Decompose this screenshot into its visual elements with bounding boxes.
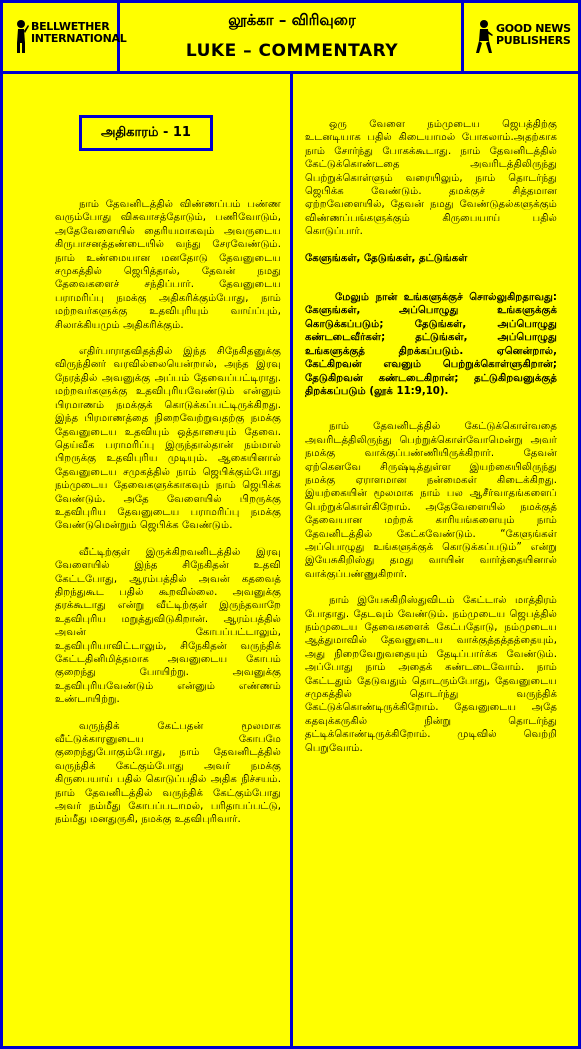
left-paragraph: நாம் தேவனிடத்தில் விண்ணப்பம் பண்ண வரும்போது விசுவாசத்தோடும், பணிவோடும், அதேவேளையில் தைரியமாகவும் அவருடைய கிருபாசனத்தண்டையில் வந்து சேரவேண்டும். நாம் உண்மையான மனதோடு தேவனுடைய சமுகத்தில் ஜெபித்தால், தேவன் நமது தேவைகளைச் சந்திப்பார். தேவனுடைய பராமரிப்பு நமக்கு அதிகரிக்கும்போது, நாம் மற்றவர்களுக்கு உதவிபுரியும் வாய்ப்பும், சிலாக்கியமும் அதிகரிக்கும். bbox=[55, 199, 281, 331]
column-divider bbox=[290, 71, 293, 1049]
messenger-figure-icon bbox=[474, 19, 494, 55]
bellwether-logo-text: BELLWETHER INTERNATIONAL bbox=[31, 20, 127, 45]
right-paragraph: ஒரு வேளை நம்முடைய ஜெபத்திற்கு உடனடியாக பதில் கிடையாமல் போகலாம்.அதற்காக நாம் சோர்ந்து போகக்கூடாது. நாம் தேவனிடத்தில் கேட்டுக்கொண்டதை அவரிடத்திலிருந்து பெற்றுக்கொள்ளும் வரையிலும், நாம் தொடர்ந்து ஜெபிக்க வேண்டும். தமக்குச் சித்தமான ஏற்றவேளையில், தேவன் நமது வேண்டுதல்களுக்கும் விண்ணப்பங்களுக்கும் கிருபையாய் பதில் கொடுப்பார். bbox=[305, 119, 557, 238]
header bbox=[3, 3, 578, 74]
right-column bbox=[305, 118, 557, 768]
title-tamil: லூக்கா – விரிவுரை bbox=[228, 11, 356, 29]
title-block bbox=[120, 3, 464, 71]
left-paragraph: வீட்டிற்குள் இருக்கிறவனிடத்தில் இரவு வேளையில் இந்த சிநேகிதன் உதவி கேட்டபோது, ஆரம்பத்தில் அவன் கதவைத் திறந்துகூட பதில் கூறவில்லை. அவனுக்கு தரக்கூடாது என்று வீட்டிற்குள் இருந்தவாறே உதவிபுரிய மறுத்துவிடுகிறான். ஆரம்பத்தில் அவன் கோபப்பட்டாலும், உதவிபுரியாவிட்டாலும், சிநேகிதன் வருந்திக் கேட்டதினிமித்தமாக அவனுடைய கோபம் குறைந்து போயிற்று. அவனுக்கு உதவிபுரியவேண்டும் என்னும் எண்ணம் உண்டாயிற்று. bbox=[55, 546, 281, 706]
good-news-logo bbox=[461, 3, 578, 71]
section-subheading: கேளுங்கள், தேடுங்கள், தட்டுங்கள் bbox=[305, 252, 468, 264]
bellwether-logo bbox=[3, 3, 127, 71]
left-paragraph: எதிர்பாராதவிதத்தில் இந்த சிநேகிதனுக்கு விருந்தினர் வரவில்லையென்றால், அந்த இரவு நேரத்தில் அவனுக்கு அப்பம் தேவைப்பட்டிராது. மற்றவர்களுக்கு உதவிபுரியவேண்டும் என்னும் பிரமாணம் நமக்குக் கொடுக்கப்பட்டிருக்கிறது. இந்த பிரமாணத்தை நிறைவேற்றுவதற்கு நமக்கு தேவனுடைய உதவியும் ஒத்தாசையும் தேவை. தெய்வீக பராமரிப்பு இருந்தால்தான் நம்மால் பிறருக்கு உதவிபுரிய முடியும். ஆகையினால் தேவனுடைய சமுகத்தில் நாம் ஜெபிக்கும்போது நம்முடைய தேவைகளுக்காகவும் நாம் ஜெபிக்க வேண்டும். அதே வேளையில் பிறருக்கு உதவிபுரிய தேவனுடைய பராமரிப்பு நமக்கு வேண்டுமென்றும் ஜெபிக்க வேண்டும். bbox=[55, 346, 281, 532]
left-paragraph: வருந்திக் கேட்பதன் மூலமாக வீட்டுக்காரனுடைய கோபமே குறைந்துபோகும்போது, நாம் தேவனிடத்தில் வருந்திக் கேட்கும்போது அவர் நமக்கு கிருபையாய் பதில் கொடுப்பதில் அதிக நிச்சயம். நாம் தேவனிடத்தில் வருந்திக் கேட்கும்போது அவர் நம்மீது கோபப்படாமல், பரிதாபப்பட்டு, நம்மீது மனதுருகி, நமக்கு உதவிபுரிவார். bbox=[55, 720, 281, 826]
bell-figure-icon bbox=[13, 19, 29, 55]
right-paragraph: நாம் தேவனிடத்தில் கேட்டுக்கொள்வதை அவரிடத்திலிருந்து பெற்றுக்கொள்வோமென்று அவர் நமக்கு வாக்குப்பண்ணியிருக்கிறார். தேவன் ஏற்கெனவே சிருஷ்டித்துள்ள இயற்கையிலிருந்து நமக்கு ஏராளமான நன்மைகள் கிடைக்கிறது. இயற்கையின் மூலமாக நாம் பல ஆசீர்வாதங்களைப் பெற்றுக்கொள்கிறோம். அதேவேளையில் நமக்குத் தேவையான மற்றக் காரியங்களையும் நாம் தேவனிடத்தில் கேட்கவேண்டும். “கேளுங்கள் அப்பொழுது உங்களுக்குக் கொடுக்கப்படும்” என்று இயேசுகிறிஸ்து தமது வாயின் வார்த்தையினால் வாக்குப்பண்ணுகிறார். bbox=[305, 421, 557, 580]
chapter-label: அதிகாரம் - 11 bbox=[79, 115, 213, 151]
good-news-logo-text: GOOD NEWS PUBLISHERS bbox=[496, 22, 571, 47]
title-english: LUKE – COMMENTARY bbox=[185, 41, 399, 61]
scripture-quote: மேலும் நான் உங்களுக்குச் சொல்லுகிறதாவது: கேளுங்கள், அப்பொழுது உங்களுக்குக் கொடுக்கப்படும்; தேடுங்கள், அப்பொழுது கண்டடைவீர்கள்; தட்டுங்கள், அப்பொழுது உங்களுக்குத் திறக்கப்படும். ஏனென்றால், கேட்கிறவன் எவனும் பெற்றுக்கொள்ளுகிறான்; தேடுகிறவன் கண்டடைகிறான்; தட்டுகிறவனுக்குத் திறக்கப்படும் (லூக் 11:9,10). bbox=[305, 292, 557, 397]
left-column bbox=[55, 198, 281, 840]
right-paragraph: நாம் இயேசுகிறிஸ்துவிடம் கேட்டால் மாத்திரம் போதாது. தேடவும் வேண்டும். நம்முடைய ஜெபத்தில் நம்முடைய தேவைகளைக் கேட்பதோடு, நம்முடைய ஆத்துமாவில் தேவனுடைய வாக்குத்தத்தத்தையும், அது நிறைவேறுவதையும் தேடிப்பார்க்க வேண்டும். அப்போது நாம் அதைக் கண்டடைவோம். நாம் கேட்டதும் தேடுவதும் தொடரும்போது, தேவனுடைய சமுகத்தில் தொடர்ந்து வருந்திக் கேட்டுக்கொண்டிருக்கிறோம். தேவனுடைய அதே கதவுக்கருகில் நின்று தொடர்ந்து தட்டிக்கொண்டிருக்கிறோம். முடிவில் வெற்றி பெறுவோம். bbox=[305, 595, 557, 754]
